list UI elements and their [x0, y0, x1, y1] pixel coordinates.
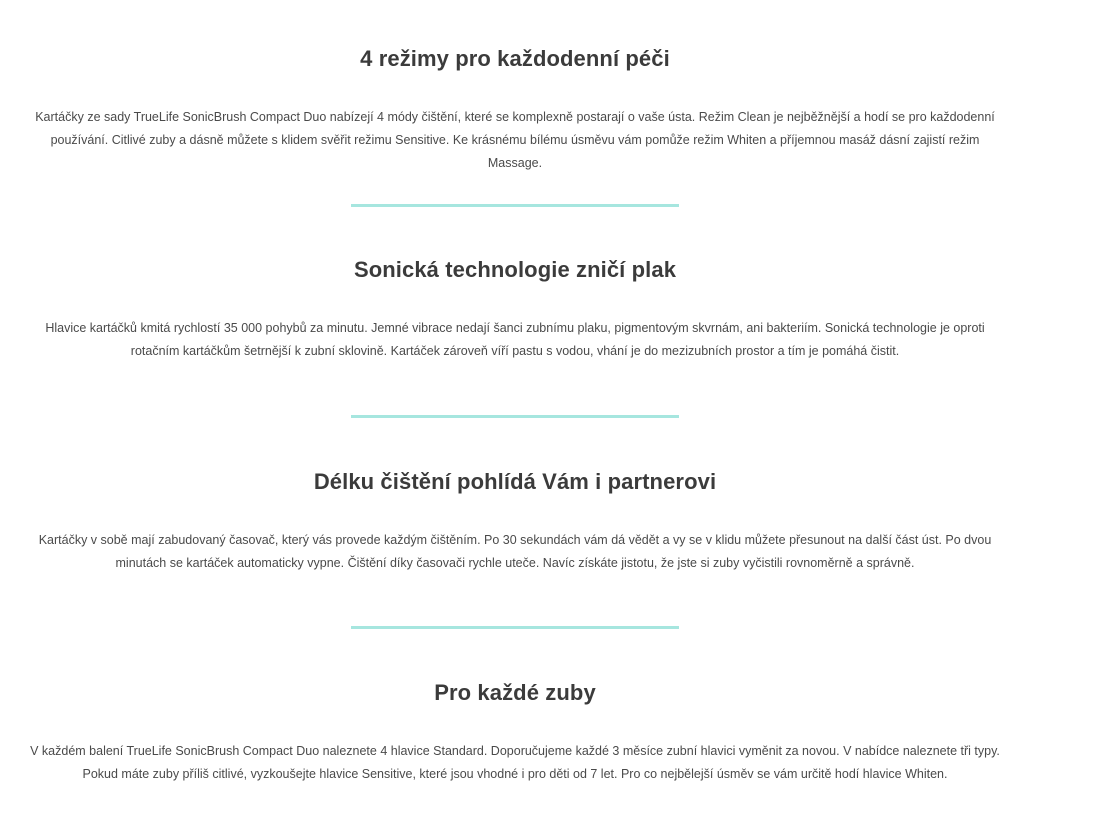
section-title: Délku čištění pohlídá Vám i partnerovi: [313, 469, 717, 494]
feature-section-sonic: [0, 257, 1030, 363]
section-text-line: Pokud máte zuby příliš citlivé, vyzkoušejte hlavice Sensitive, které jsou vhodné i pro děti od 7 let. Pro co nejbělejší úsměv se vám určitě hodí hlavice Whiten.: [82, 767, 948, 781]
feature-section-timer: [0, 469, 1030, 575]
section-text: [0, 106, 1030, 175]
section-text-line: V každém balení TrueLife SonicBrush Compact Duo naleznete 4 hlavice Standard. Doporučujeme každé 3 měsíce zubní hlavici vyměnit za novou. V nabídce naleznete tři typy.: [30, 744, 1000, 758]
section-text: [0, 317, 1030, 363]
section-title: Sonická technologie zničí plak: [353, 257, 677, 282]
section-text-line: Kartáčky v sobě mají zabudovaný časovač, který vás provede každým čištěním. Po 30 sekundách vám dá vědět a vy se v klidu můžete přesunout na další část úst. Po dvou: [38, 533, 992, 547]
section-divider: [351, 204, 679, 207]
section-divider: [351, 626, 679, 629]
section-title: 4 režimy pro každodenní péči: [360, 46, 670, 71]
section-divider: [351, 415, 679, 418]
section-text-line: rotačním kartáčkům šetrnější k zubní sklovině. Kartáček zároveň víří pastu s vodou, vhání je do mezizubních prostor a tím je pomáhá čistit.: [130, 344, 900, 358]
feature-section-heads: [0, 680, 1030, 786]
feature-section-modes: [0, 46, 1030, 175]
section-text-line: Kartáčky ze sady TrueLife SonicBrush Compact Duo nabízejí 4 módy čištění, které se komplexně postarají o vaše ústa. Režim Clean je nejběžnější a hodí se pro každodenní: [35, 110, 995, 124]
section-text-line: používání. Citlivé zuby a dásně můžete s klidem svěřit režimu Sensitive. Ke krásnému bílému úsměvu vám pomůže režim Whiten a příjemnou masáž dásní zajistí režim Massage.: [50, 133, 980, 170]
section-text-line: minutách se kartáček automaticky vypne. Čištění díky časovači rychle uteče. Navíc získáte jistotu, že jste si zuby vyčistili rovnoměrně a správně.: [115, 556, 915, 570]
section-text: [0, 529, 1030, 575]
section-text: [0, 740, 1030, 786]
section-text-line: Hlavice kartáčků kmitá rychlostí 35 000 pohybů za minutu. Jemné vibrace nedají šanci zubnímu plaku, pigmentovým skvrnám, ani bakteriím. Sonická technologie je oproti: [45, 321, 985, 335]
section-title: Pro každé zuby: [434, 680, 596, 705]
